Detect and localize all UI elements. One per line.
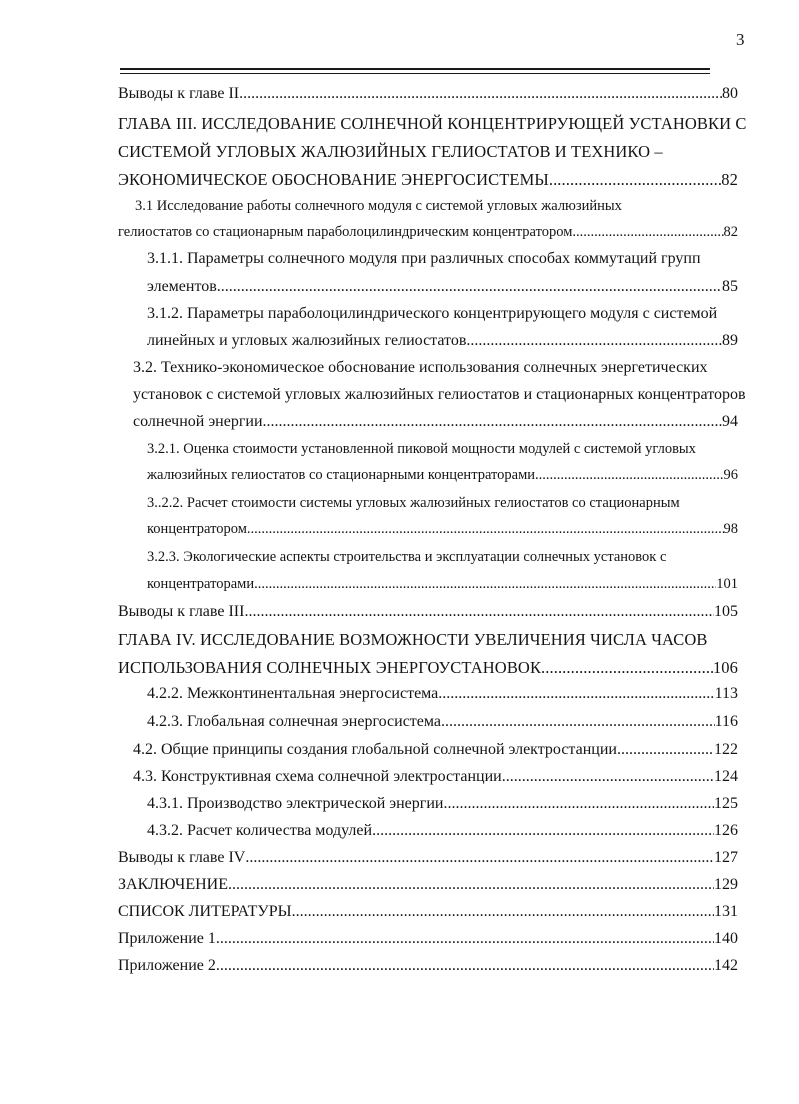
toc-entry-4-3-2[interactable] <box>147 822 738 840</box>
toc-entry-title: ЗАКЛЮЧЕНИЕ <box>118 876 228 893</box>
toc-page-number: 101 <box>716 576 738 592</box>
toc-entry-title: элементов <box>147 278 217 295</box>
toc-page-number: 113 <box>714 685 738 702</box>
toc-leader-dots <box>292 903 714 921</box>
toc-entry-3-1-2[interactable] <box>147 332 738 350</box>
toc-entry-chapter3[interactable] <box>118 170 738 190</box>
toc-3-2-1-line-1: 3.2.1. Оценка стоимости установленной пиковой мощности модулей с системой угловых <box>147 441 696 457</box>
toc-page-number: 98 <box>723 521 738 537</box>
toc-3-1-line-1: 3.1 Исследование работы солнечного модуля с системой угловых жалюзийных <box>135 198 622 214</box>
toc-chapter3-line-2: СИСТЕМОЙ УГЛОВЫХ ЖАЛЮЗИЙНЫХ ГЕЛИОСТАТОВ И ТЕХНИКО – <box>118 142 663 161</box>
toc-leader-dots <box>541 658 713 678</box>
toc-leader-dots <box>438 685 714 703</box>
toc-page-number: 106 <box>712 658 738 677</box>
toc-entry-title: ЭКОНОМИЧЕСКОЕ ОБОСНОВАНИЕ ЭНЕРГОСИСТЕМЫ <box>118 170 549 189</box>
toc-entry-3-2-1[interactable] <box>147 467 738 484</box>
toc-page-number: 140 <box>714 930 738 947</box>
toc-leader-dots <box>441 713 715 731</box>
toc-entry-title: гелиостатов со стационарным параболоцилиндрическим концентратором <box>118 224 573 240</box>
toc-entry-title: Выводы к главе II <box>118 85 240 102</box>
toc-chapter3-line-1: ГЛАВА III. ИССЛЕДОВАНИЕ СОЛНЕЧНОЙ КОНЦЕНТРИРУЮЩЕЙ УСТАНОВКИ С <box>118 114 747 133</box>
toc-entry-conclusions-ch3[interactable] <box>118 603 738 621</box>
toc-leader-dots <box>535 467 723 484</box>
header-rule-thick <box>120 68 710 70</box>
toc-page-number: 116 <box>714 713 738 730</box>
toc-entry-appendix-1[interactable] <box>118 930 738 948</box>
toc-entry-3-1[interactable] <box>118 224 738 241</box>
toc-entry-chapter4[interactable] <box>118 658 738 678</box>
toc-entry-title: солнечной энергии. <box>133 413 267 430</box>
toc-3-2-line-2: установок с системой угловых жалюзийных гелиостатов и стационарных концентраторов <box>133 386 746 403</box>
toc-leader-dots <box>245 849 714 867</box>
toc-entry-title: 4.2.3. Глобальная солнечная энергосистема <box>147 713 441 730</box>
toc-entry-3-1-1[interactable] <box>147 278 738 296</box>
toc-leader-dots <box>466 332 722 350</box>
toc-entry-title: концентратором <box>147 521 247 537</box>
toc-entry-3-2-3[interactable] <box>147 576 738 593</box>
toc-page-number: 129 <box>714 876 738 893</box>
toc-3-2-2-line-1: 3..2.2. Расчет стоимости системы угловых жалюзийных гелиостатов со стационарным <box>147 495 680 511</box>
toc-entry-4-3[interactable] <box>133 768 738 786</box>
toc-entry-title: 4.3. Конструктивная схема солнечной электростанции <box>133 768 502 785</box>
toc-page-number: 126 <box>714 822 738 839</box>
toc-entry-4-2-2[interactable] <box>147 685 738 703</box>
toc-entry-title: Приложение 2 <box>118 957 216 974</box>
toc-leader-dots <box>247 521 724 538</box>
toc-page-number: 80 <box>722 85 738 102</box>
toc-entry-4-3-1[interactable] <box>147 795 738 813</box>
toc-leader-dots <box>267 413 722 431</box>
toc-entry-title: 4.3.2. Расчет количества модулей <box>147 822 373 839</box>
toc-page-number: 131 <box>714 903 738 920</box>
toc-page-number: 105 <box>714 603 738 620</box>
toc-entry-title: ИСПОЛЬЗОВАНИЯ СОЛНЕЧНЫХ ЭНЕРГОУСТАНОВОК <box>118 658 542 677</box>
toc-entry-references[interactable] <box>118 903 738 921</box>
page-number: 3 <box>736 30 745 49</box>
toc-leader-dots <box>617 741 714 759</box>
toc-entry-3-2[interactable] <box>133 413 738 431</box>
toc-leader-dots <box>572 224 723 241</box>
toc-entry-conclusion[interactable] <box>118 876 738 894</box>
toc-entry-3-2-2[interactable] <box>147 521 738 538</box>
toc-entry-title: линейных и угловых жалюзийных гелиостатов <box>147 332 467 349</box>
toc-entry-title: 4.2. Общие принципы создания глобальной солнечной электростанции <box>133 741 617 758</box>
toc-entry-4-2[interactable] <box>133 741 738 759</box>
toc-leader-dots <box>216 957 714 975</box>
toc-page-number: 124 <box>714 768 738 785</box>
toc-3-1-1-line-1: 3.1.1. Параметры солнечного модуля при различных способах коммутаций групп <box>147 250 701 267</box>
toc-entry-title: концентраторами. <box>147 576 258 592</box>
toc-entry-title: 4.3.1. Производство электрической энергии <box>147 795 444 812</box>
toc-leader-dots <box>372 822 714 840</box>
toc-page-number: 94 <box>722 413 738 430</box>
toc-page-number: 82 <box>723 224 738 240</box>
toc-3-1-2-line-1: 3.1.2. Параметры параболоцилиндрического концентрирующего модуля с системой <box>147 305 718 322</box>
toc-page-number: 85 <box>722 278 738 295</box>
toc-leader-dots <box>502 768 714 786</box>
toc-entry-title: Выводы к главе III. <box>118 603 249 620</box>
toc-entry-title: 4.2.2. Межконтинентальная энергосистема <box>147 685 439 702</box>
toc-leader-dots <box>216 930 714 948</box>
toc-entry-title: Приложение 1 <box>118 930 216 947</box>
toc-entry-conclusions-ch4[interactable] <box>118 849 738 867</box>
toc-page-number: 89 <box>722 332 738 349</box>
toc-leader-dots <box>443 795 714 813</box>
toc-leader-dots <box>258 576 717 593</box>
header-rule-thin <box>120 73 710 74</box>
toc-leader-dots <box>549 170 721 190</box>
toc-entry-title: Выводы к главе IV <box>118 849 246 866</box>
toc-leader-dots <box>217 278 722 296</box>
toc-entry-appendix-2[interactable] <box>118 957 738 975</box>
toc-chapter4-line-1: ГЛАВА IV. ИССЛЕДОВАНИЕ ВОЗМОЖНОСТИ УВЕЛИЧЕНИЯ ЧИСЛА ЧАСОВ <box>118 630 708 649</box>
toc-page-number: 125 <box>714 795 738 812</box>
toc-entry-title: СПИСОК ЛИТЕРАТУРЫ <box>118 903 292 920</box>
toc-page-number: 142 <box>714 957 738 974</box>
toc-leader-dots <box>239 85 722 103</box>
toc-3-2-3-line-1: 3.2.3. Экологические аспекты строительства и эксплуатации солнечных установок с <box>147 549 667 565</box>
toc-page-number: 122 <box>714 741 738 758</box>
toc-page-number: 82 <box>721 170 738 189</box>
toc-entry-conclusions-ch2[interactable] <box>118 85 738 103</box>
toc-entry-4-2-3[interactable] <box>147 713 738 731</box>
toc-page-number: 127 <box>714 849 738 866</box>
toc-page-number: 96 <box>723 467 738 483</box>
toc-leader-dots <box>228 876 714 894</box>
toc-3-2-line-1: 3.2. Технико-экономическое обоснование использования солнечных энергетических <box>133 359 708 376</box>
toc-entry-title: жалюзийных гелиостатов со стационарными концентраторами <box>147 467 536 483</box>
toc-leader-dots <box>248 603 714 621</box>
